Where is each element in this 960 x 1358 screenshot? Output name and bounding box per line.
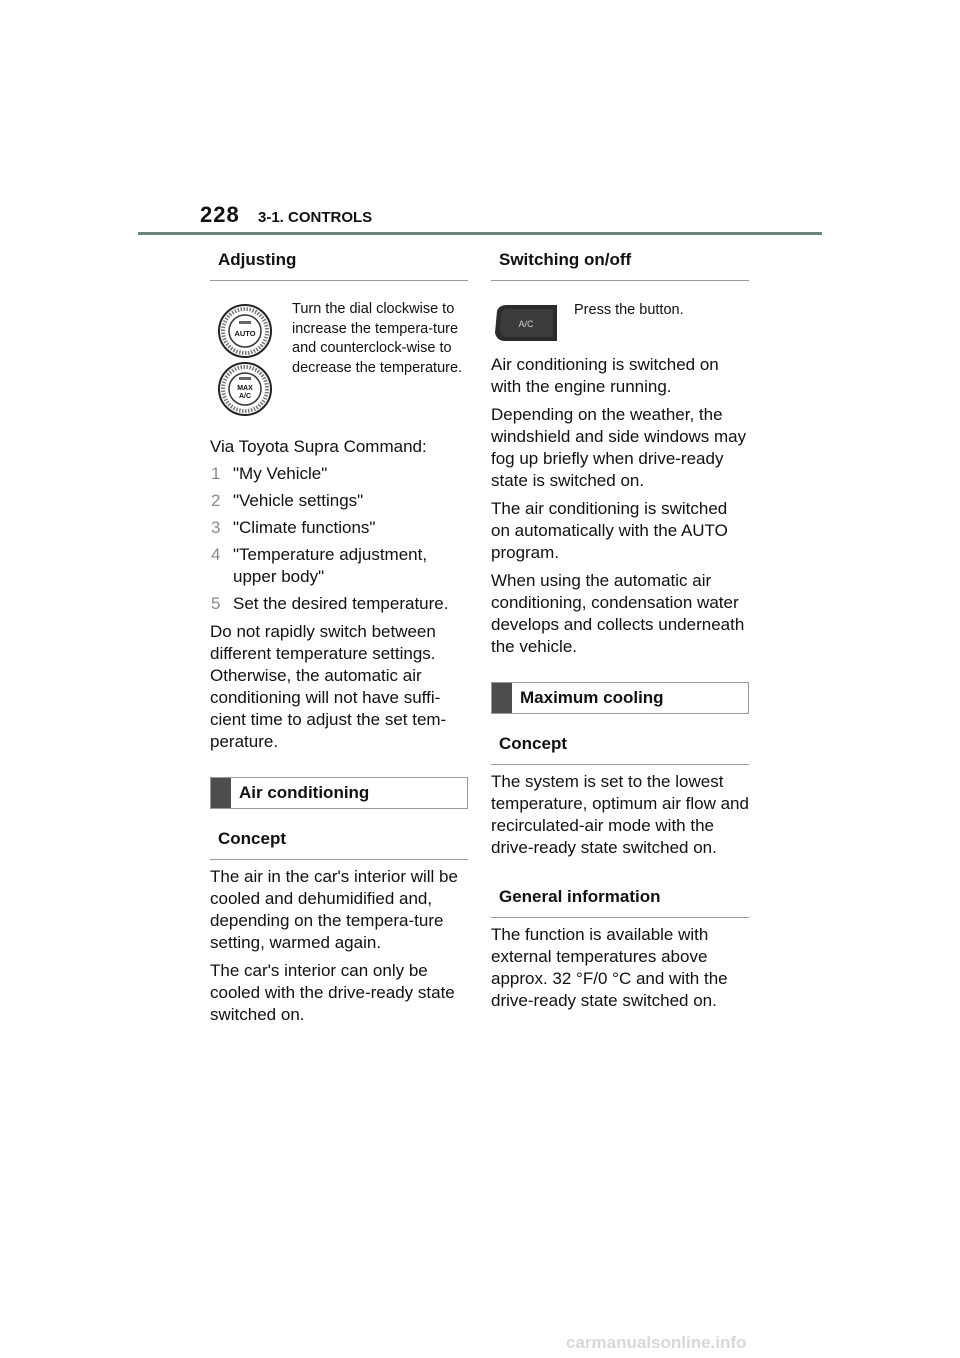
list-item — [210, 490, 468, 512]
air-conditioning-heading — [210, 777, 468, 809]
warning-text: Do not rapidly switch between different temperature settings. Otherwise, the automatic air conditioning will not have suffi-cient time to adjust the set tem-perature. — [210, 622, 447, 751]
section-label: 3-1. CONTROLS — [258, 209, 373, 226]
watermark: carmanualsonline.info — [566, 1333, 747, 1352]
concept-heading: Concept — [210, 819, 468, 860]
adjusting-heading: Adjusting — [210, 240, 468, 281]
step-number: 1 — [211, 464, 221, 483]
ac-button-label: A/C — [518, 319, 534, 329]
list-item — [210, 463, 468, 485]
dial-ac-label: A/C — [238, 393, 252, 400]
ac-button-illustration — [491, 303, 574, 350]
dial-auto-label: AUTO — [234, 329, 256, 338]
step-text: Set the desired temperature. — [233, 594, 449, 613]
heading-bar — [211, 778, 231, 808]
paragraph: The air conditioning is switched on automatically with the AUTO program. — [491, 499, 728, 562]
right-column — [491, 240, 749, 1012]
climate-dials-icon — [210, 303, 286, 421]
ac-button-icon — [491, 303, 561, 345]
list-item — [210, 544, 468, 588]
step-number: 4 — [211, 545, 221, 564]
step-text: "Climate functions" — [233, 518, 376, 537]
general-information-paragraph: The function is available with external temperatures above approx. 32 °F/0 °C and with the drive-ready state switched on. — [491, 925, 728, 1010]
header-rule — [138, 232, 822, 235]
step-text: "Temperature adjustment, upper body" — [233, 545, 428, 586]
switching-heading: Switching on/off — [491, 240, 749, 281]
left-column — [210, 240, 468, 1026]
step-text: "My Vehicle" — [233, 464, 328, 483]
paragraph: When using the automatic air conditioning, condensation water develops and collects underneath the vehicle. — [491, 571, 745, 656]
steps-list — [210, 463, 468, 615]
general-information-heading: General information — [491, 877, 749, 918]
list-item — [210, 517, 468, 539]
paragraph: Depending on the weather, the windshield and side windows may fog up briefly when drive-ready state is switched on. — [491, 405, 747, 490]
list-item — [210, 593, 468, 615]
concept-paragraph: The system is set to the lowest temperature, optimum air flow and recirculated-air mode with the drive-ready state switched on. — [491, 772, 749, 857]
maximum-cooling-title: Maximum cooling — [520, 688, 664, 707]
step-number: 3 — [211, 518, 221, 537]
paragraph: Air conditioning is switched on with the engine running. — [491, 355, 719, 396]
dial-illustration — [210, 303, 292, 426]
heading-bar — [492, 683, 512, 713]
via-command: Via Toyota Supra Command: — [210, 437, 427, 456]
dial-caption: Turn the dial clockwise to increase the tempera-ture and counterclock-wise to decrease the temperature. — [292, 301, 463, 376]
concept-paragraph-2: The car's interior can only be cooled with the drive-ready state switched on. — [210, 961, 455, 1024]
concept-heading: Concept — [491, 724, 749, 765]
page-number: 228 — [200, 202, 240, 227]
maximum-cooling-heading — [491, 682, 749, 714]
dial-figure — [210, 303, 468, 426]
concept-paragraph: The air in the car's interior will be cooled and dehumidified and, depending on the tempera-ture setting, warmed again. — [210, 867, 458, 952]
dial-max-label: MAX — [237, 385, 253, 392]
ac-button-figure — [491, 303, 749, 350]
step-number: 5 — [211, 594, 221, 613]
air-conditioning-title: Air conditioning — [239, 783, 370, 802]
step-number: 2 — [211, 491, 221, 510]
step-text: "Vehicle settings" — [233, 491, 364, 510]
press-caption: Press the button. — [574, 302, 684, 318]
